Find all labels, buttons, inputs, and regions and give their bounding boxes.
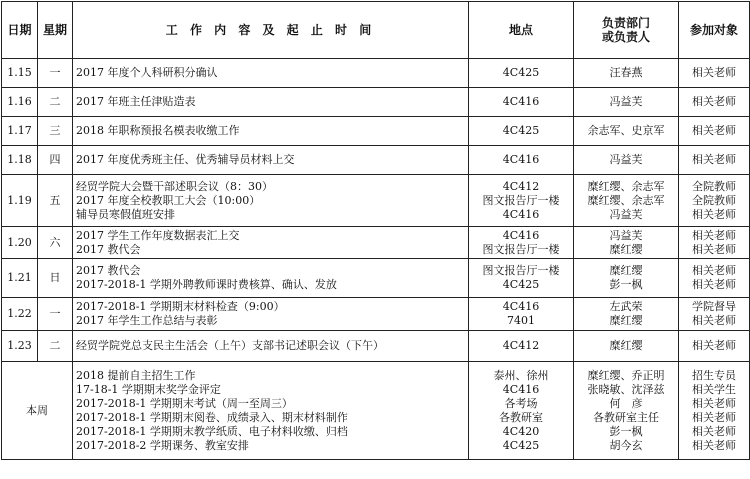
location-cell: [469, 175, 574, 227]
table-row: [2, 59, 750, 88]
weekday-cell: 五: [38, 175, 73, 227]
owner-cell-line: 糜红缨: [609, 242, 643, 256]
location-cell-line: 4C425: [502, 124, 540, 137]
location-cell-line: 4C416: [502, 382, 540, 396]
content-cell: [73, 227, 469, 259]
weekday-cell: 日: [38, 259, 73, 298]
location-cell: [469, 59, 574, 88]
audience-cell-line: 相关老师: [692, 207, 736, 221]
location-cell-line: 4C412: [502, 179, 540, 193]
location-cell-line: 4C425: [502, 66, 540, 79]
table-row: [2, 362, 750, 460]
location-cell-line: 7401: [507, 314, 535, 327]
content-cell: [73, 88, 469, 117]
content-cell-line: 2017-2018-2 学期课务、教室安排: [76, 438, 249, 452]
owner-cell-line: 胡今玄: [609, 438, 643, 452]
content-cell-line: 经贸学院党总支民主生活会（上午）支部书记述职会议（下午）: [76, 339, 384, 352]
table-row: [2, 146, 750, 175]
owner-cell-line: 冯益芙: [609, 95, 643, 108]
table-row: [2, 175, 750, 227]
owner-cell: [574, 88, 679, 117]
location-cell-line: 图文报告厅一楼: [482, 264, 560, 277]
date-cell: 1.21: [2, 259, 38, 298]
content-cell: [73, 362, 469, 460]
audience-cell-line: 学院督导: [692, 300, 736, 313]
date-cell: 1.17: [2, 117, 38, 146]
location-cell-line: 各考场: [504, 396, 538, 410]
owner-cell-line: 糜红缨、乔正明: [587, 368, 665, 382]
content-cell: [73, 117, 469, 146]
owner-cell-line: 冯益芙: [609, 153, 643, 166]
content-cell-line: 2018 年职称预报名模表收缴工作: [76, 124, 240, 137]
content-cell-line: 经贸学院大会暨干部述职会议（8：30）: [76, 179, 273, 193]
location-cell: [469, 331, 574, 362]
content-cell-line: 2017 年学生工作总结与表彰: [76, 314, 218, 327]
content-cell-line: 2017-2018-1 学期期末材料检查（9:00）: [76, 300, 285, 313]
owner-cell-line: 彭一枫: [609, 278, 643, 291]
content-cell: [73, 331, 469, 362]
owner-cell-line: 冯益芙: [609, 207, 643, 221]
table-row: [2, 117, 750, 146]
owner-cell: [574, 227, 679, 259]
audience-cell-line: 相关老师: [692, 314, 736, 327]
header-weekday: 星期: [38, 2, 73, 59]
audience-cell-line: 相关老师: [692, 124, 736, 137]
owner-cell: [574, 59, 679, 88]
audience-cell-line: 全院教师: [692, 193, 736, 207]
weekday-cell: 四: [38, 146, 73, 175]
audience-cell: [679, 59, 750, 88]
audience-cell-line: 相关老师: [692, 339, 736, 352]
location-cell-line: 4C425: [502, 278, 540, 291]
audience-cell-line: 相关老师: [692, 153, 736, 166]
owner-cell-line: 糜红缨: [609, 264, 643, 277]
owner-cell-line: 余志军、史京军: [587, 124, 665, 137]
weekday-cell: 一: [38, 59, 73, 88]
audience-cell: [679, 175, 750, 227]
audience-cell-line: 相关老师: [692, 66, 736, 79]
weekday-cell: 一: [38, 298, 73, 331]
header-owner-line2: 或负责人: [601, 30, 650, 44]
weekly-schedule-table: [1, 1, 750, 460]
date-cell: 1.23: [2, 331, 38, 362]
content-cell-line: 17-18-1 学期期末奖学金评定: [76, 382, 221, 396]
location-cell: [469, 117, 574, 146]
owner-cell-line: 汪春燕: [609, 66, 643, 79]
owner-cell: [574, 362, 679, 460]
content-cell-line: 2017 年班主任津贴造表: [76, 95, 196, 108]
date-cell: 1.22: [2, 298, 38, 331]
owner-cell-line: 左武荣: [609, 300, 643, 313]
location-cell-line: 4C425: [502, 438, 540, 452]
owner-cell-line: 张晓敏、沈泽兹: [587, 382, 665, 396]
audience-cell-line: 相关老师: [692, 264, 736, 277]
location-cell-line: 4C416: [502, 153, 540, 166]
table-row: [2, 88, 750, 117]
owner-cell-line: 各教研室主任: [593, 410, 659, 424]
content-cell-line: 2018 提前自主招生工作: [76, 368, 196, 382]
audience-cell: [679, 298, 750, 331]
date-cell: 1.15: [2, 59, 38, 88]
header-location: 地点: [469, 2, 574, 59]
location-cell-line: 4C416: [502, 207, 540, 221]
content-cell-line: 2017 年度全校教职工大会（10:00）: [76, 193, 261, 207]
audience-cell-line: 相关老师: [692, 438, 736, 452]
audience-cell: [679, 88, 750, 117]
audience-cell: [679, 146, 750, 175]
content-cell-line: 2017 教代会: [76, 242, 141, 256]
owner-cell-line: 糜红缨: [609, 314, 643, 327]
owner-cell: [574, 298, 679, 331]
owner-cell-line: 糜红缨、余志军: [587, 193, 665, 207]
audience-cell: [679, 362, 750, 460]
owner-cell-line: 彭一枫: [609, 424, 643, 438]
owner-cell: [574, 331, 679, 362]
content-cell-line: 2017-2018-1 学期外聘教师课时费核算、确认、发放: [76, 278, 337, 291]
audience-cell: [679, 259, 750, 298]
weekday-cell: 六: [38, 227, 73, 259]
date-cell: 1.16: [2, 88, 38, 117]
date-cell: 1.19: [2, 175, 38, 227]
audience-cell: [679, 331, 750, 362]
owner-cell-line: 何 彦: [609, 396, 643, 410]
location-cell: [469, 146, 574, 175]
header-date: 日期: [2, 2, 38, 59]
location-cell: [469, 298, 574, 331]
weekday-cell: 二: [38, 331, 73, 362]
location-cell-line: 4C412: [502, 339, 540, 352]
content-cell: [73, 259, 469, 298]
header-owner-line1: 负责部门: [601, 16, 650, 30]
location-cell: [469, 227, 574, 259]
content-cell-line: 2017-2018-1 学期期末教学纸质、电子材料收缴、归档: [76, 424, 348, 438]
owner-cell: [574, 146, 679, 175]
location-cell-line: 4C420: [502, 424, 540, 438]
owner-cell-line: 糜红缨、余志军: [587, 179, 665, 193]
owner-cell: [574, 175, 679, 227]
table-row: [2, 331, 750, 362]
owner-cell-line: 冯益芙: [609, 228, 643, 242]
content-cell: [73, 146, 469, 175]
content-cell: [73, 298, 469, 331]
location-cell: [469, 362, 574, 460]
location-cell-line: 图文报告厅一楼: [482, 242, 560, 256]
owner-cell: [574, 259, 679, 298]
content-cell-line: 2017 教代会: [76, 264, 141, 277]
location-cell-line: 各教研室: [499, 410, 543, 424]
location-cell-line: 图文报告厅一楼: [482, 193, 560, 207]
audience-cell: [679, 227, 750, 259]
content-cell: [73, 59, 469, 88]
date-cell: 1.20: [2, 227, 38, 259]
audience-cell-line: 全院教师: [692, 179, 736, 193]
audience-cell-line: 相关老师: [692, 424, 736, 438]
date-cell: 1.18: [2, 146, 38, 175]
audience-cell-line: 相关老师: [692, 396, 736, 410]
location-cell-line: 4C416: [502, 95, 540, 108]
owner-cell: [574, 117, 679, 146]
location-cell-line: 泰州、徐州: [493, 368, 549, 382]
content-cell-line: 2017 年度个人科研积分确认: [76, 66, 218, 79]
table-row: [2, 298, 750, 331]
weekday-cell: 三: [38, 117, 73, 146]
schedule-body: [2, 59, 750, 460]
date-cell: 本周: [2, 362, 73, 460]
audience-cell-line: 相关老师: [692, 95, 736, 108]
location-cell-line: 4C416: [502, 300, 540, 313]
header-content: 工 作 内 容 及 起 止 时 间: [73, 2, 469, 59]
audience-cell-line: 相关老师: [692, 278, 736, 291]
content-cell-line: 辅导员寒假值班安排: [76, 207, 175, 221]
content-cell: [73, 175, 469, 227]
audience-cell-line: 相关老师: [692, 242, 736, 256]
location-cell-line: 4C416: [502, 228, 540, 242]
content-cell-line: 2017-2018-1 学期期末阅卷、成绩录入、期末材料制作: [76, 410, 348, 424]
content-cell-line: 2017-2018-1 学期期末考试（周一至周三）: [76, 396, 293, 410]
audience-cell-line: 招生专员: [692, 368, 736, 382]
content-cell-line: 2017 年度优秀班主任、优秀辅导员材料上交: [76, 153, 295, 166]
content-cell-line: 2017 学生工作年度数据表汇上交: [76, 228, 240, 242]
header-audience: 参加对象: [679, 2, 750, 59]
audience-cell-line: 相关老师: [692, 228, 736, 242]
location-cell: [469, 259, 574, 298]
header-row: [2, 2, 750, 59]
table-row: [2, 227, 750, 259]
table-row: [2, 259, 750, 298]
audience-cell-line: 相关老师: [692, 410, 736, 424]
audience-cell-line: 相关学生: [692, 382, 736, 396]
location-cell: [469, 88, 574, 117]
weekday-cell: 二: [38, 88, 73, 117]
schedule-document: [1, 1, 749, 477]
audience-cell: [679, 117, 750, 146]
owner-cell-line: 糜红缨: [609, 339, 643, 352]
header-owner: [574, 2, 679, 59]
